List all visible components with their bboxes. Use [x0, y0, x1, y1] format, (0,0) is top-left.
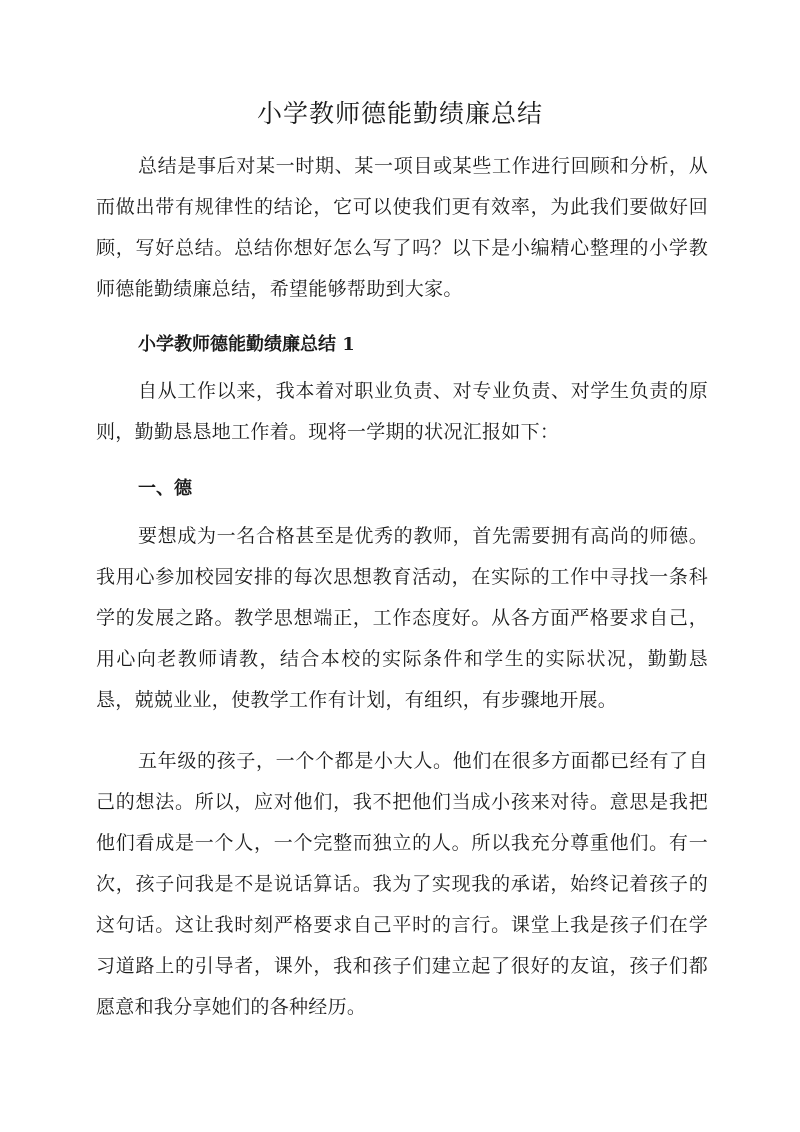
body-paragraph-3: 五年级的孩子，一个个都是小大人。他们在很多方面都已经有了自己的想法。所以，应对他们，我不把他们当成小孩来对待。意思是我把他们看成是一个人，一个完整而独立的人。所以我充分尊重他们。有一次，孩子问我是不是说话算话。我为了实现我的承诺，始终记着孩子的这句话。这让我时刻严格要求自己平时的言行。课堂上我是孩子们在学习道路上的引导者，课外，我和孩子们建立起了很好的友谊，孩子们都愿意和我分享她们的各种经历。	[96, 750, 708, 1018]
sub-heading-de: 一、德	[138, 478, 192, 499]
intro-paragraph: 总结是事后对某一时期、某一项目或某些工作进行回顾和分析，从而做出带有规律性的结论，它可以使我们更有效率，为此我们要做好回顾，写好总结。总结你想好怎么写了吗？以下是小编精心整理的小学教师德能勤绩廉总结，希望能够帮助到大家。	[96, 155, 708, 300]
body-paragraph-1: 自从工作以来，我本着对职业负责、对专业负责、对学生负责的原则，勤勤恳恳地工作着。现将一学期的状况汇报如下：	[96, 380, 708, 443]
document-title: 小学教师德能勤绩廉总结	[256, 99, 543, 128]
body-paragraph-2: 要想成为一名合格甚至是优秀的教师，首先需要拥有高尚的师德。我用心参加校园安排的每次思想教育活动，在实际的工作中寻找一条科学的发展之路。教学思想端正，工作态度好。从各方面严格要求自己，用心向老教师请教，结合本校的实际条件和学生的实际状况，勤勤恳恳，兢兢业业，使教学工作有计划，有组织，有步骤地开展。	[96, 525, 708, 711]
section-heading: 小学教师德能勤绩廉总结 1	[138, 334, 355, 355]
